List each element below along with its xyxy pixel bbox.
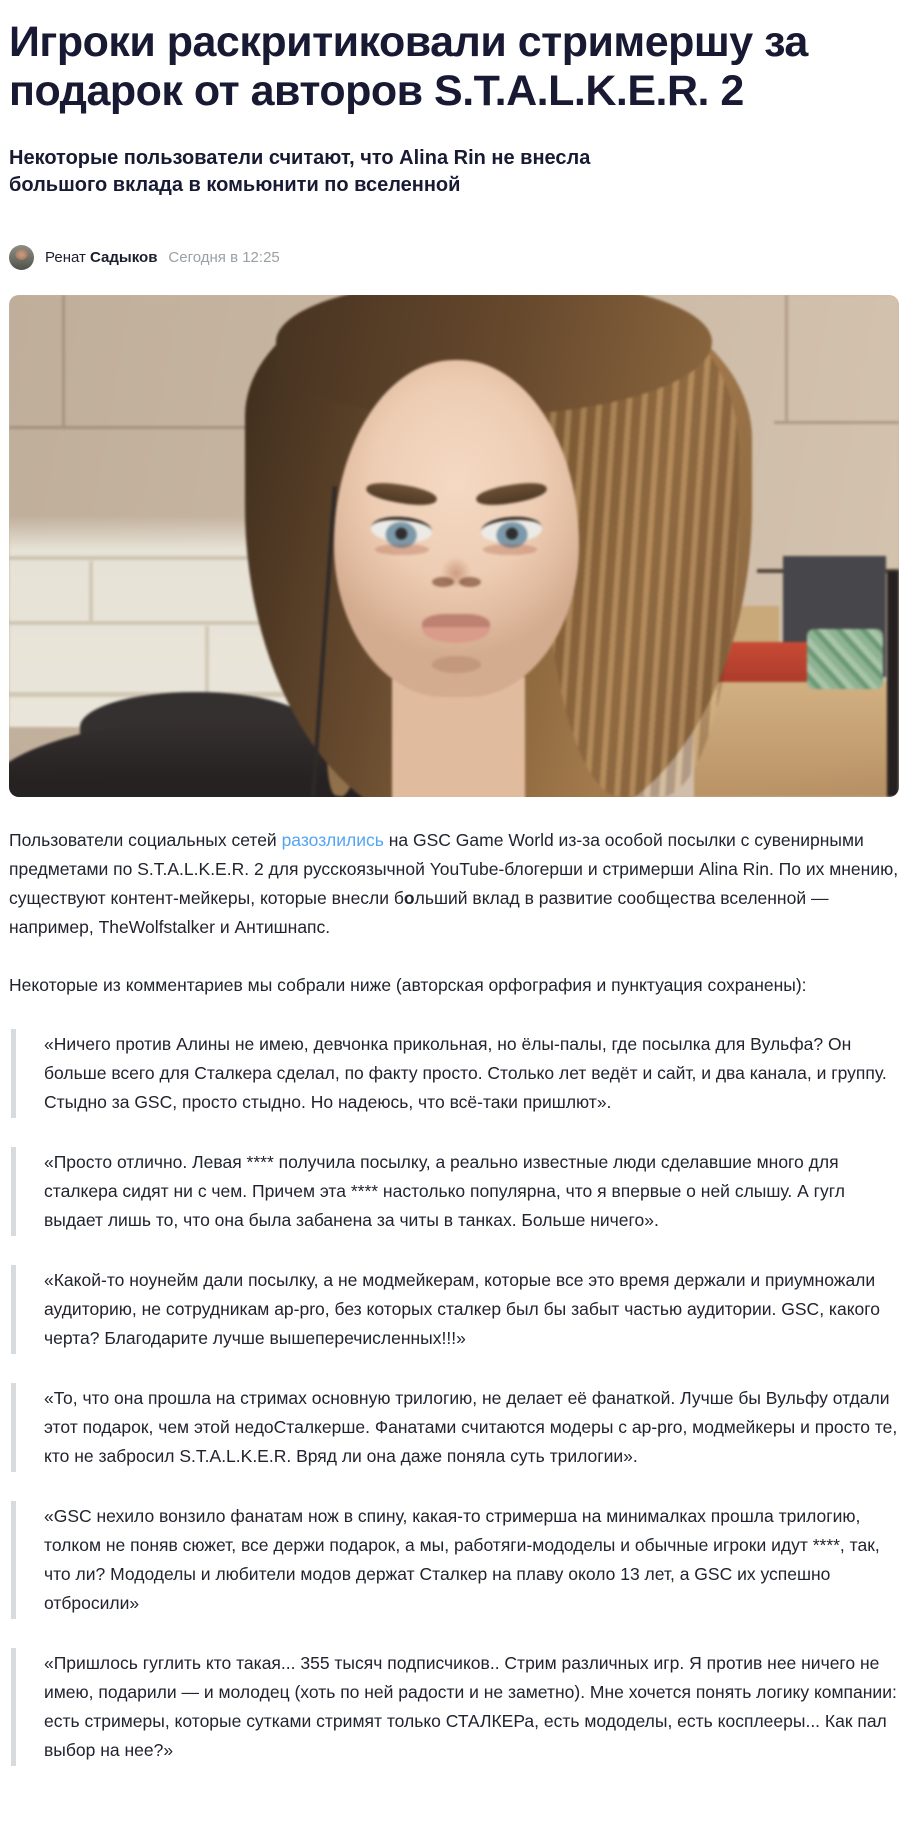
lead-text: на GSC Game World из-за особой посылки с сувенирными предметами по S.T.A.L.K.E.R. 2 для русскоязычной YouTube-блогерши и стримерши Alina Rin. По их мнению, существуют контент-мейкеры, которые внесли б: [9, 830, 899, 909]
stress-emphasis: о: [403, 888, 415, 909]
quote-text: «Какой-то ноунейм дали посылку, а не модмейкерам, которые все это время держали и приумножали аудиторию, не сотрудникам ap-pro, без которых сталкер был бы забыт частью аудитории. GSC, какого черта? Благодарите лучше вышеперечисленных!!!»: [44, 1270, 881, 1349]
quote-block: [11, 1147, 899, 1236]
lead-text: льший вклад в развитие сообщества вселенной — например, TheWolfstalker и Антишнапс.: [9, 888, 829, 938]
lead-inline-link[interactable]: разозлились: [281, 830, 384, 851]
lead-text: Пользователи социальных сетей: [9, 830, 282, 851]
article-subtitle: Некоторые пользователи считают, что Alina Rin не внесла большого вклада в комьюнити по вселенной: [9, 147, 591, 197]
quote-text: «Просто отлично. Левая **** получила посылку, а реально известные люди сделавшие много для сталкера сидят ни с чем. Причем эта **** настолько популярна, что я впервые о ней слышу. А гугл выдает лишь то, что она была забанена за читы в танках. Больше ничего».: [44, 1152, 845, 1231]
quote-text: «Ничего против Алины не имею, девчонка прикольная, но ёлы-палы, где посылка для Вульфа? Он больше всего для Сталкера сделал, по факту просто. Столько лет ведёт и сайт, и два канала, и группу. Стыдно за GSC, просто стыдно. Но надеюсь, что всё-таки пришлют».: [44, 1034, 887, 1113]
quotes-list: [9, 1029, 899, 1766]
quote-text: «GSC нехило вонзило фанатам нож в спину, какая-то стримерша на минималках прошла трилогию, толком не поняв сюжет, все держи подарок, а мы, работяги-мододелы и обычные игроки идут ****, так, что ли? Мододелы и любители модов держат Сталкер на плаву около 13 лет, а GSC их успешно отбросили»: [44, 1506, 880, 1614]
quote-text: «Пришлось гуглить кто такая... 355 тысяч подписчиков.. Стрим различных игр. Я против нее ничего не имею, подарили — и молодец (хоть по ней радости и не заметно). Мне хочется понять логику компании: есть стримеры, которые сутками стримят только СТАЛКЕРа, есть мододелы, есть косплееры... Как пал выбор на нее?»: [44, 1653, 897, 1761]
photo-vignette: [9, 295, 899, 797]
quote-block: [11, 1265, 899, 1354]
lead-paragraph: [9, 826, 899, 942]
author-name-link[interactable]: [45, 249, 157, 266]
quote-block: [11, 1383, 899, 1472]
quote-block: [11, 1501, 899, 1619]
article-hero-image[interactable]: [9, 295, 899, 797]
author-row: [9, 245, 899, 270]
author-first-name: Ренат: [45, 249, 86, 267]
post-timestamp: Сегодня в 12:25: [168, 249, 280, 267]
quote-block: [11, 1648, 899, 1766]
author-avatar[interactable]: [9, 245, 34, 270]
author-last-name: Садыков: [90, 249, 158, 267]
quote-block: [11, 1029, 899, 1118]
article-body: [9, 826, 899, 1766]
article-title: Игроки раскритиковали стримершу за подарок от авторов S.T.A.L.K.E.R. 2: [9, 18, 808, 115]
quotes-intro: Некоторые из комментариев мы собрали ниже (авторская орфография и пунктуация сохранены):: [9, 975, 807, 996]
photo-illustration: [9, 295, 899, 797]
quote-text: «То, что она прошла на стримах основную трилогию, не делает её фанаткой. Лучше бы Вульфу отдали этот подарок, чем этой недоСталкерше. Фанатами считаются модеры с ap-pro, модмейкеры и просто те, кто не забросил S.T.A.L.K.E.R. Вряд ли она даже поняла суть трилогии».: [44, 1388, 898, 1467]
